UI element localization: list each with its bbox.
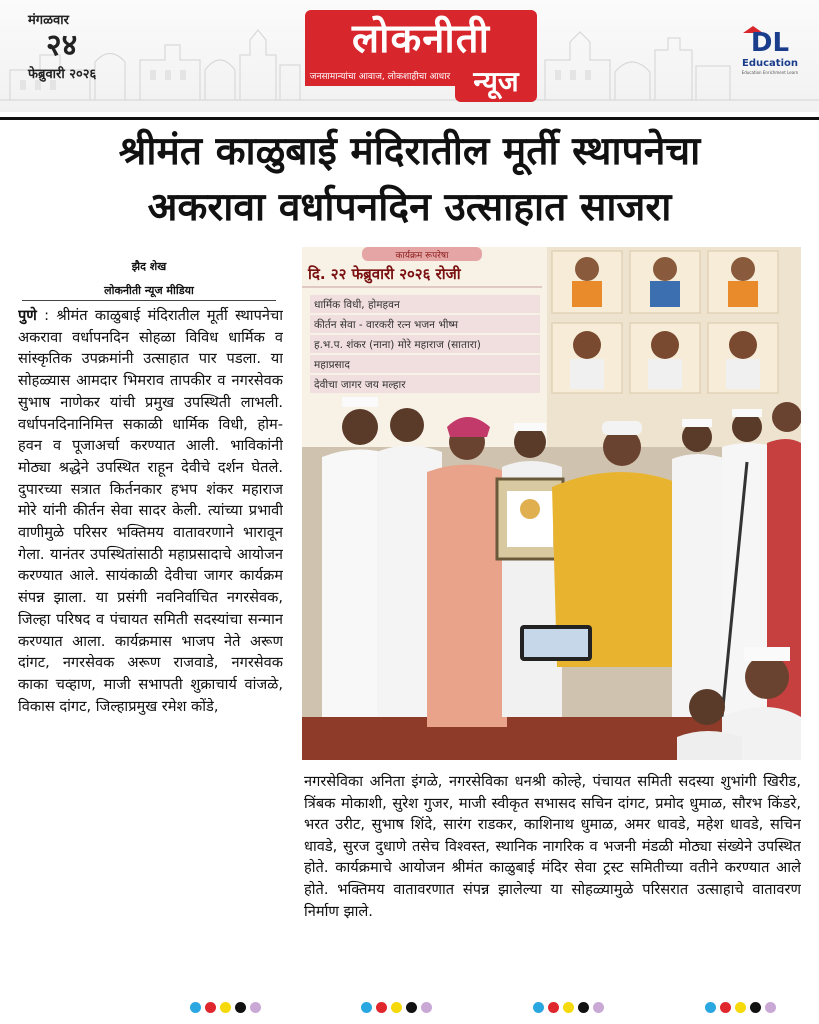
banner-item-3: ह.भ.प. शंकर (नाना) मोरे महाराज (सातारा) — [314, 339, 481, 351]
logo-news-word: न्यूज — [455, 62, 537, 102]
footer-dot — [593, 1002, 604, 1013]
event-photo-illustration — [302, 247, 801, 760]
footer-dot — [578, 1002, 589, 1013]
article-text-left: : श्रीमंत काळुबाई मंदिरातील मूर्ती स्थापनेचा अकरावा वर्धापनदिन सोहळा विविध धार्मिक व सांस्कृतिक उपक्रमांनी उत्साहात पार पडला. या सोहळ्यास आमदार भिमराव तापकीर व नगरसेवक सुभाष नाणेकर यांची प्रमुख उपस्थिती लाभली. वर्धापनदिनानिमित्त सकाळी धार्मिक विधी, होम-हवन व पूजाअर्चा करण्यात आली. भाविकांनी मोठ्या श्रद्धेने उपस्थित राहून देवीचे दर्शन घेतले. दुपारच्या सत्रात किर्तनकार हभप शंकर महाराज मोरे यांनी कीर्तन सेवा सादर केली. त्यांच्या प्रभावी वाणीमुळे परिसर भक्तिमय वातावरणाने भारावून गेला. यानंतर उपस्थितांसाठी महाप्रसादाचे आयोजन करण्यात आले. सायंकाळी देवीचा जागर कार्यक्रम संपन्न झाला. या प्रसंगी नवनिर्वाचित नगरसेवक, जिल्हा परिषद व पंचायत समिती सदस्यांचा सन्मान करण्यात आला. कार्यक्रमास भाजप नेते अरूण दांगट, नगरसेवक अरूण राजवाडे, नगरसेवक काका चव्हाण, माजी सभापती शुक्राचार्य वांजळे, विकास दांगट, जिल्हाप्रमुख रमेश कोंडे, — [18, 307, 283, 715]
footer-dot — [765, 1002, 776, 1013]
logo-tagline: जनसामान्यांचा आवाज, लोकशाहीचा आधार — [305, 68, 455, 86]
footer-dots-group-2 — [361, 1002, 432, 1016]
footer-dot — [220, 1002, 231, 1013]
footer-dot — [361, 1002, 372, 1013]
newspaper-logo[interactable] — [305, 10, 537, 106]
footer-dot — [548, 1002, 559, 1013]
issue-day-number: २४ — [46, 28, 78, 63]
partner-logo-name: Education — [742, 58, 798, 69]
article-body-right: नगरसेविका अनिता इंगळे, नगरसेविका धनश्री कोल्हे, पंचायत समिती सदस्या शुभांगी खिरीड, त्रिंबक मोकाशी, सुरेश गुजर, माजी स्वीकृत सभासद सचिन दांगट, प्रमोद धुमाळ, सौरभ किंडरे, भरत उरीट, सुभाष शिंदे, सारंग राडकर, काशिनाथ धुमाळ, अमर धावडे, महेश धावडे, सचिन धावडे, सुरज दुधाणे तसेच विश्वस्त, स्थानिक नागरिक व भजनी मंडळी मोठ्या संख्येने उपस्थित होते. कार्यक्रमाचे आयोजन श्रीमंत काळुबाई मंदिर सेवा ट्रस्ट समितीच्या वतीने करण्यात आले होते. भक्तिमय वातावरणात संपन्न झालेल्या या सोहळ्यामुळे परिसरात उत्साहाचे वातावरण निर्माण झाले. — [304, 773, 801, 920]
footer-dot — [235, 1002, 246, 1013]
footer-dots-group-4 — [705, 1002, 776, 1016]
footer-dot — [533, 1002, 544, 1013]
banner-item-1: धार्मिक विधी, होमहवन — [314, 299, 400, 311]
footer-dot — [421, 1002, 432, 1013]
footer-dot — [205, 1002, 216, 1013]
banner-item-5: देवीचा जागर जय मल्हार — [314, 379, 406, 391]
partner-logo-subtext: Education Enrichment Learn — [741, 70, 799, 75]
headline-line-1: श्रीमंत काळुबाई मंदिरातील मूर्ती स्थापनेचा — [118, 129, 701, 174]
partner-logo[interactable] — [738, 28, 802, 88]
footer-dots-group-1 — [190, 1002, 261, 1016]
footer-dot — [750, 1002, 761, 1013]
footer-dot — [563, 1002, 574, 1013]
partner-logo-initials: DL — [750, 28, 790, 58]
article-headline — [0, 124, 819, 236]
article-body-left — [18, 305, 283, 995]
banner-date: दि. २२ फेब्रुवारी २०२६ रोजी — [308, 265, 461, 283]
byline-divider — [22, 300, 276, 301]
event-photo[interactable] — [302, 247, 801, 760]
footer-dot — [720, 1002, 731, 1013]
logo-title: लोकनीती — [305, 10, 537, 68]
footer-dot — [735, 1002, 746, 1013]
byline-organization: लोकनीती न्यूज मीडिया — [104, 284, 194, 297]
issue-weekday: मंगळवार — [28, 13, 69, 28]
footer-dot — [250, 1002, 261, 1013]
banner-heading: कार्यक्रम रूपरेषा — [395, 251, 449, 261]
article-dateline-place: पुणे — [18, 307, 37, 324]
byline-author: झैद शेख — [131, 260, 167, 273]
partner-logo-mark — [738, 28, 802, 58]
footer-dot — [406, 1002, 417, 1013]
masthead — [0, 0, 819, 112]
footer-dot — [391, 1002, 402, 1013]
footer-dot — [705, 1002, 716, 1013]
banner-item-4: महाप्रसाद — [314, 359, 350, 371]
issue-date — [28, 10, 138, 82]
banner-item-2: कीर्तन सेवा - वारकरी रत्न भजन भीष्म — [314, 319, 459, 331]
footer-dot — [190, 1002, 201, 1013]
issue-month-year: फेब्रुवारी २०२६ — [28, 67, 97, 82]
footer-dots-group-3 — [533, 1002, 604, 1016]
byline — [22, 258, 276, 300]
masthead-divider — [0, 117, 819, 120]
footer-dot — [376, 1002, 387, 1013]
headline-line-2: अकरावा वर्धापनदिन उत्साहात साजरा — [147, 185, 672, 230]
